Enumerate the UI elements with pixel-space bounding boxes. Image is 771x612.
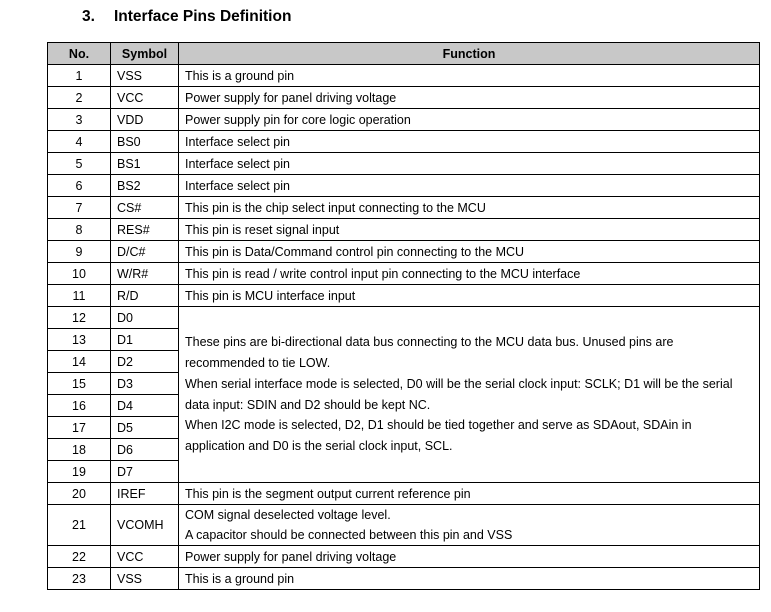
- table-row: [48, 197, 760, 219]
- pin-function: Power supply for panel driving voltage: [179, 546, 760, 568]
- pin-no: 14: [48, 351, 111, 373]
- table-row: [48, 109, 760, 131]
- pin-symbol: BS1: [111, 153, 179, 175]
- pin-function: This is a ground pin: [179, 568, 760, 590]
- data-bus-function: [179, 307, 760, 483]
- table-row: [48, 546, 760, 568]
- pin-symbol: R/D: [111, 285, 179, 307]
- pin-function: Power supply pin for core logic operation: [179, 109, 760, 131]
- pin-symbol: D2: [111, 351, 179, 373]
- pin-symbol: VSS: [111, 568, 179, 590]
- pin-no: 16: [48, 395, 111, 417]
- data-bus-function-para: When I2C mode is selected, D2, D1 should be tied together and serve as SDAout, SDAin in application and D0 is the serial clock input, SCL.: [185, 418, 692, 454]
- pin-no: 22: [48, 546, 111, 568]
- pin-symbol: W/R#: [111, 263, 179, 285]
- pin-no: 6: [48, 175, 111, 197]
- pin-function: Interface select pin: [179, 175, 760, 197]
- pin-symbol: VCOMH: [111, 505, 179, 546]
- table-row: [48, 307, 760, 329]
- pin-function: Power supply for panel driving voltage: [179, 87, 760, 109]
- pin-no: 13: [48, 329, 111, 351]
- pin-no: 15: [48, 373, 111, 395]
- pin-symbol: D7: [111, 461, 179, 483]
- pin-no: 4: [48, 131, 111, 153]
- header-function: Function: [179, 43, 760, 65]
- pin-no: 17: [48, 417, 111, 439]
- pin-symbol: D0: [111, 307, 179, 329]
- pin-symbol: IREF: [111, 483, 179, 505]
- table-row: [48, 483, 760, 505]
- pin-symbol: D6: [111, 439, 179, 461]
- pin-symbol: RES#: [111, 219, 179, 241]
- table-row: [48, 285, 760, 307]
- table-row: [48, 219, 760, 241]
- pin-function: This pin is the chip select input connecting to the MCU: [179, 197, 760, 219]
- pin-symbol: D4: [111, 395, 179, 417]
- pin-symbol: VDD: [111, 109, 179, 131]
- section-heading: [82, 8, 291, 26]
- pin-function: This pin is the segment output current reference pin: [179, 483, 760, 505]
- pin-function: This is a ground pin: [179, 65, 760, 87]
- table-header-row: [48, 43, 760, 65]
- section-title: Interface Pins Definition: [114, 8, 292, 25]
- pin-symbol: D5: [111, 417, 179, 439]
- pin-function: [179, 505, 760, 546]
- pin-symbol: BS0: [111, 131, 179, 153]
- pin-function-line: A capacitor should be connected between this pin and VSS: [185, 528, 513, 542]
- table-row: [48, 87, 760, 109]
- data-bus-function-para: These pins are bi-directional data bus connecting to the MCU data bus. Unused pins are recommended to tie LOW.: [185, 335, 674, 370]
- table-row: [48, 65, 760, 87]
- pin-symbol: VCC: [111, 87, 179, 109]
- pin-no: 3: [48, 109, 111, 131]
- pin-no: 2: [48, 87, 111, 109]
- pin-no: 5: [48, 153, 111, 175]
- pin-no: 18: [48, 439, 111, 461]
- data-bus-function-para: When serial interface mode is selected, D0 will be the serial clock input: SCLK; D1 will be the serial data input: SDIN and D2 should be kept NC.: [185, 376, 733, 412]
- pin-no: 12: [48, 307, 111, 329]
- pin-symbol: D3: [111, 373, 179, 395]
- pin-symbol: BS2: [111, 175, 179, 197]
- pin-function: This pin is MCU interface input: [179, 285, 760, 307]
- header-symbol: Symbol: [111, 43, 179, 65]
- table-row: [48, 505, 760, 546]
- table-row: [48, 241, 760, 263]
- pin-no: 11: [48, 285, 111, 307]
- pin-symbol: VCC: [111, 546, 179, 568]
- table-row: [48, 263, 760, 285]
- pin-no: 20: [48, 483, 111, 505]
- table-row: [48, 568, 760, 590]
- pin-no: 21: [48, 505, 111, 546]
- table-row: [48, 175, 760, 197]
- pin-function: This pin is reset signal input: [179, 219, 760, 241]
- pin-no: 7: [48, 197, 111, 219]
- section-number: 3.: [82, 8, 95, 25]
- table-row: [48, 131, 760, 153]
- pin-function: Interface select pin: [179, 153, 760, 175]
- pin-no: 23: [48, 568, 111, 590]
- pin-symbol: D/C#: [111, 241, 179, 263]
- pin-no: 9: [48, 241, 111, 263]
- pin-function: Interface select pin: [179, 131, 760, 153]
- pin-function: This pin is Data/Command control pin connecting to the MCU: [179, 241, 760, 263]
- pin-no: 1: [48, 65, 111, 87]
- pin-symbol: VSS: [111, 65, 179, 87]
- pin-symbol: D1: [111, 329, 179, 351]
- table-row: [48, 153, 760, 175]
- pin-definition-table: [47, 42, 760, 590]
- header-no: No.: [48, 43, 111, 65]
- pin-no: 19: [48, 461, 111, 483]
- pin-no: 8: [48, 219, 111, 241]
- pin-no: 10: [48, 263, 111, 285]
- pin-function-line: COM signal deselected voltage level.: [185, 508, 391, 522]
- pin-symbol: CS#: [111, 197, 179, 219]
- pin-function: This pin is read / write control input pin connecting to the MCU interface: [179, 263, 760, 285]
